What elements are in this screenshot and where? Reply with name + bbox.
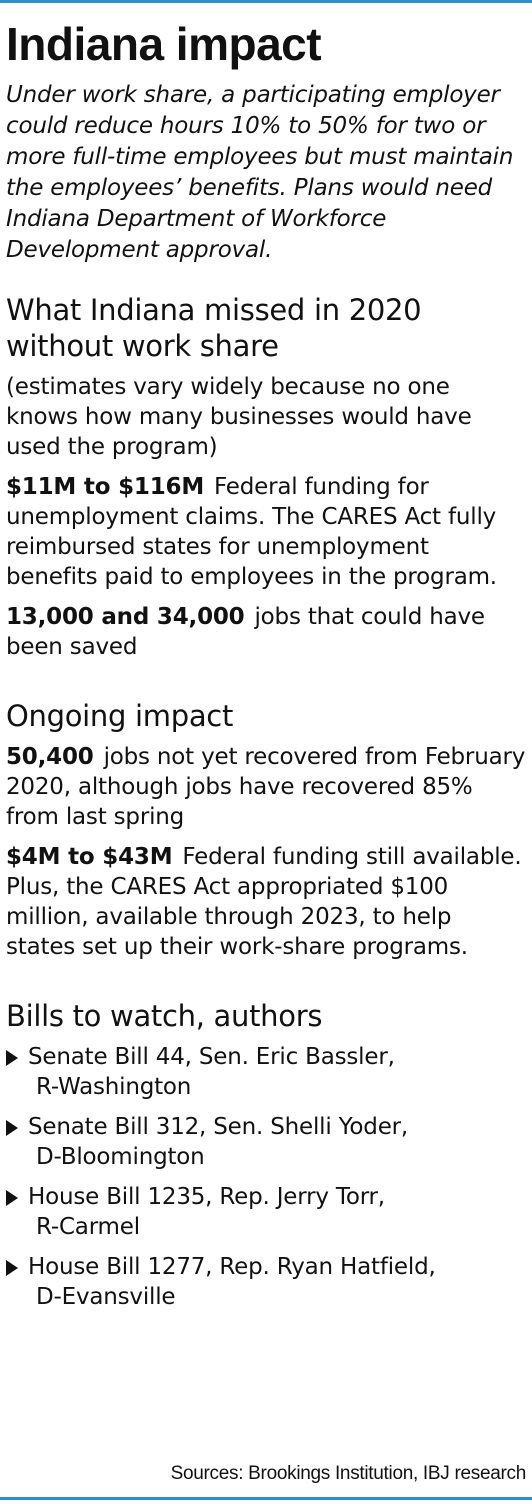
bill-line-2: D-Bloomington xyxy=(36,1144,205,1170)
stat-value: $4M to $43M xyxy=(6,844,173,870)
section-title-ongoing: Ongoing impact xyxy=(6,699,234,733)
stat-text: jobs not yet recovered from February 2020, although jobs have recovered 85% from last spring xyxy=(6,744,526,830)
section-title-bills: Bills to watch, authors xyxy=(6,999,323,1033)
intro-text: Under work share, a participating employer could reduce hours 10% to 50% for two or more full-time employees but must maintain the employees’ benefits. Plans would need Indiana Department of Workforce Development approval. xyxy=(6,82,514,263)
triangle-right-icon xyxy=(6,1190,18,1206)
triangle-right-icon xyxy=(6,1120,18,1136)
stat-item xyxy=(6,602,526,662)
triangle-right-icon xyxy=(6,1260,18,1276)
stat-item xyxy=(6,472,526,592)
missed-note: (estimates vary widely because no one knows how many businesses would have used the program) xyxy=(6,374,472,460)
bill-line-1: House Bill 1235, Rep. Jerry Torr, xyxy=(28,1184,385,1210)
sources-note: Sources: Brookings Institution, IBJ research xyxy=(170,1463,526,1484)
bill-item xyxy=(6,1112,526,1172)
bills-list xyxy=(6,1042,526,1312)
bill-item xyxy=(6,1252,526,1312)
bill-line-2: D-Evansville xyxy=(36,1284,176,1310)
section-title-missed: What Indiana missed in 2020 without work share xyxy=(6,293,422,363)
bill-line-2: R-Washington xyxy=(36,1074,192,1100)
top-rule xyxy=(0,0,532,3)
infobox xyxy=(6,16,526,1322)
stat-value: 13,000 and 34,000 xyxy=(6,604,245,630)
bottom-rule xyxy=(0,1497,532,1500)
stat-text: Federal funding still available. Plus, the CARES Act appropriated $100 million, available through 2023, to help states set up their work-share programs. xyxy=(6,844,522,960)
page-title: Indiana impact xyxy=(6,18,322,70)
stat-text: jobs that could have been saved xyxy=(6,604,485,660)
stat-text: Federal funding for unemployment claims. The CARES Act fully reimbursed states for unemployment benefits paid to employees in the program. xyxy=(6,474,497,590)
bill-item xyxy=(6,1182,526,1242)
bill-item xyxy=(6,1042,526,1102)
bill-line-1: Senate Bill 312, Sen. Shelli Yoder, xyxy=(28,1114,409,1140)
stat-value: 50,400 xyxy=(6,744,94,770)
stat-item xyxy=(6,842,526,962)
bill-line-2: R-Carmel xyxy=(36,1214,140,1240)
bill-line-1: Senate Bill 44, Sen. Eric Bassler, xyxy=(28,1044,395,1070)
stat-item xyxy=(6,742,526,832)
bill-line-1: House Bill 1277, Rep. Ryan Hatfield, xyxy=(28,1254,436,1280)
triangle-right-icon xyxy=(6,1050,18,1066)
stat-value: $11M to $116M xyxy=(6,474,205,500)
